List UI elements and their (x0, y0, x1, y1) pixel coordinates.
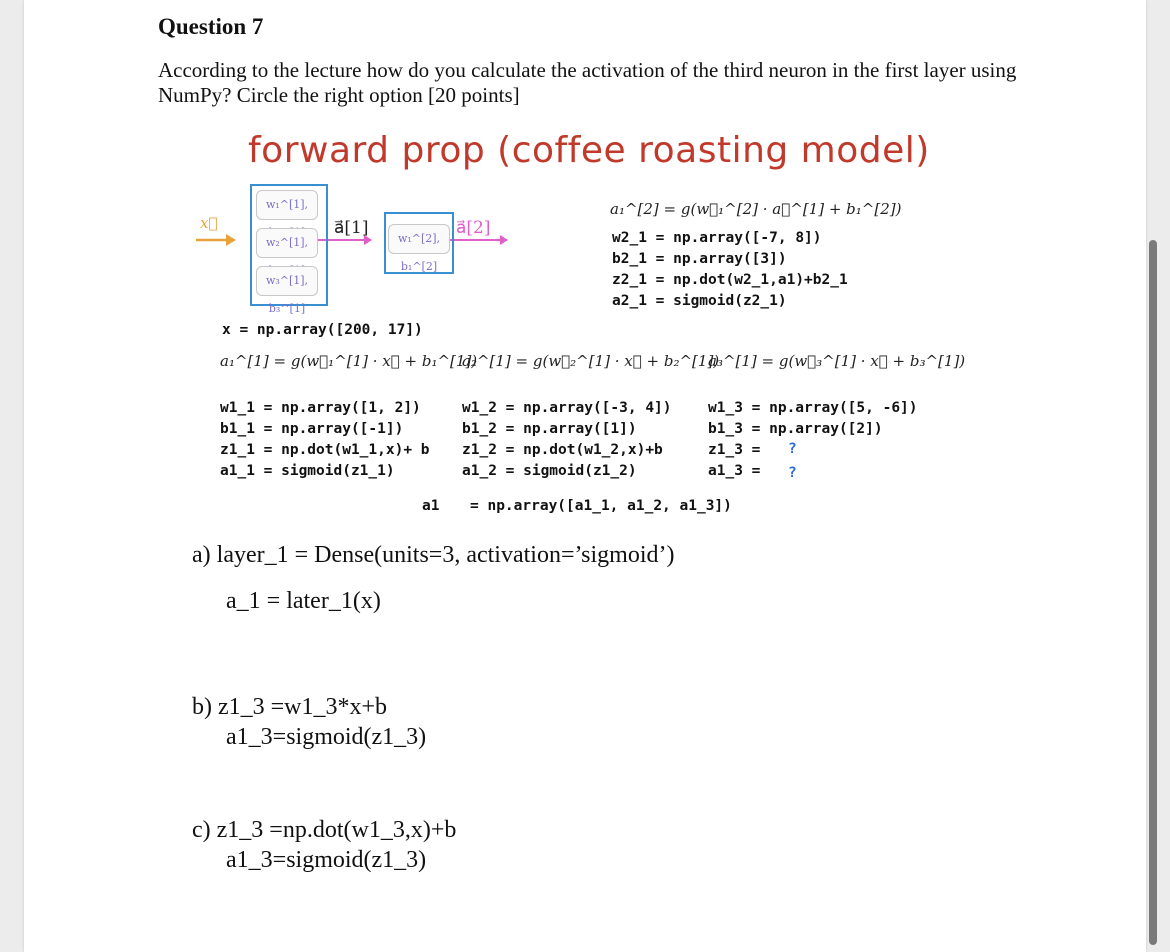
question-prompt: According to the lecture how do you calculate the activation of the third neuron in the first layer using NumPy? Circle the right option [20 points] (158, 58, 1017, 107)
lecture-slide-image (184, 126, 984, 526)
layer2-equation: a₁^[2] = g(w⃗₁^[2] · a⃗^[1] + b₁^[2]) (610, 200, 902, 218)
layer2-output-label: a⃗[2] (456, 218, 491, 238)
col2-code-4: a1_2 = sigmoid(z1_2) (462, 463, 637, 479)
document-page (24, 0, 1146, 952)
col1-code-4: a1_1 = sigmoid(z1_1) (220, 463, 395, 479)
col3-code-1: w1_3 = np.array([5, -6]) (708, 400, 918, 416)
col3-code-3: z1_3 = (708, 442, 770, 458)
layer2-code-4: a2_1 = sigmoid(z2_1) (612, 293, 787, 309)
col3-code-2: b1_3 = np.array([2]) (708, 421, 883, 437)
option-a-line-2: a_1 = later_1(x) (226, 588, 381, 614)
col3-question-mark-2: ? (788, 465, 797, 481)
neuron1-equation: a₁^[1] = g(w⃗₁^[1] · x⃗ + b₁^[1]) (220, 352, 478, 370)
layer1-neuron-2: w₂^[1], (256, 228, 318, 258)
option-a-line-1: a) layer_1 = Dense(units=3, activation=’sigmoid’) (192, 542, 675, 568)
col2-code-1: w1_2 = np.array([-3, 4]) (462, 400, 672, 416)
question-title: Question 7 (158, 14, 264, 39)
neuron3-equation: a₃^[1] = g(w⃗₃^[1] · x⃗ + b₃^[1]) (708, 352, 966, 370)
slide-title: forward prop (coffee roasting model) (248, 130, 930, 171)
layer2-code-3: z2_1 = np.dot(w2_1,a1)+b2_1 (612, 272, 848, 288)
network-diagram (184, 178, 514, 318)
a1-label: a1 (422, 498, 440, 514)
option-b-line-1: b) z1_3 =w1_3*x+b (192, 694, 388, 720)
layer2-code-1: w2_1 = np.array([-7, 8]) (612, 230, 822, 246)
layer1-output-label: a⃗[1] (334, 218, 369, 238)
col1-code-3: z1_1 = np.dot(w1_1,x)+ b (220, 442, 430, 458)
layer2-neuron: w₁^[2], b₁^[2] (388, 224, 450, 254)
layer1-neuron-3: w₃^[1], b₃^[1] (256, 266, 318, 296)
col1-code-1: w1_1 = np.array([1, 2]) (220, 400, 421, 416)
col3-code-4: a1_3 = (708, 463, 770, 479)
layer1-neuron-1: w₁^[1], (256, 190, 318, 220)
network-arrows (184, 178, 514, 318)
x-definition-code: x = np.array([200, 17]) (222, 322, 423, 338)
option-c-line-2: a1_3=sigmoid(z1_3) (226, 847, 427, 873)
a1-array-code: = np.array([a1_1, a1_2, a1_3]) (470, 498, 732, 514)
option-c-line-1: c) z1_3 =np.dot(w1_3,x)+b (192, 817, 457, 843)
col1-code-2: b1_1 = np.array([-1]) (220, 421, 404, 437)
vertical-scrollbar[interactable] (1149, 240, 1157, 945)
col2-code-3: z1_2 = np.dot(w1_2,x)+b (462, 442, 663, 458)
input-x-label: x⃗ (200, 214, 218, 232)
layer2-code-2: b2_1 = np.array([3]) (612, 251, 787, 267)
col2-code-2: b1_2 = np.array([1]) (462, 421, 637, 437)
option-b-line-2: a1_3=sigmoid(z1_3) (226, 724, 427, 750)
col3-question-mark-1: ? (788, 441, 797, 457)
neuron2-equation: a₂^[1] = g(w⃗₂^[1] · x⃗ + b₂^[1]) (462, 352, 720, 370)
